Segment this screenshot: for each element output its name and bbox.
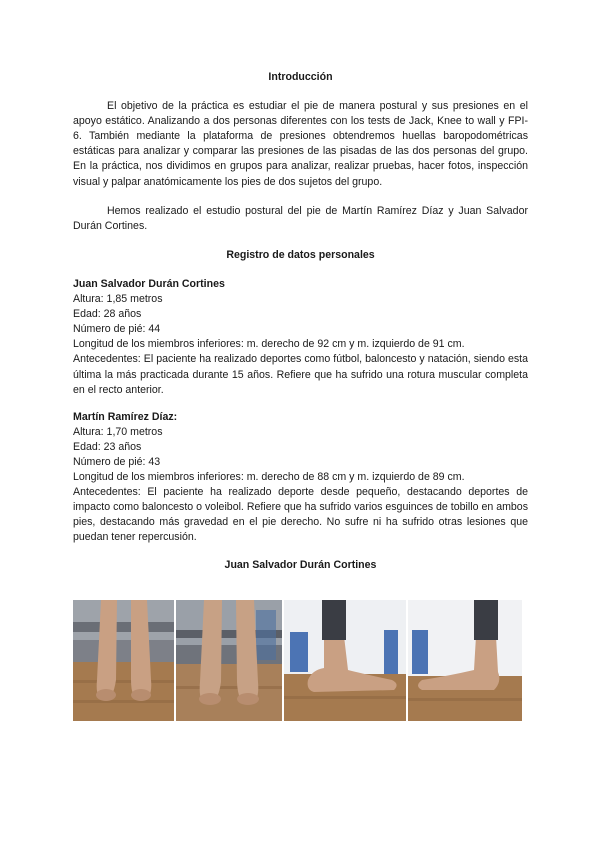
intro-heading: Introducción xyxy=(268,71,333,83)
foot-medial-side-photo xyxy=(284,600,406,721)
intro-paragraph-2: Hemos realizado el estudio postural del pie de Martín Ramírez Díaz y Juan Salvador Durán Cortines. xyxy=(73,204,528,232)
registro-heading: Registro de datos personales xyxy=(226,248,375,261)
feet-rear-view-photo xyxy=(176,600,282,721)
person-shoe-size: Número de pié: 44 xyxy=(73,323,161,336)
feet-rear-view-photo xyxy=(73,600,174,721)
person-leg-length: Longitud de los miembros inferiores: m. derecho de 88 cm y m. izquierdo de 89 cm. xyxy=(73,471,465,484)
person-name: Juan Salvador Durán Cortines xyxy=(73,277,225,290)
person-history: Antecedentes: El paciente ha realizado deporte desde pequeño, destacando deportes de impacto como baloncesto o voleibol. Refiere que ha sufrido varios esguinces de tobillo en ambos pies, destacando más gravedad en el pie derecho. No sufre ni ha sufrido otras lesiones que puedan tener repercusión. xyxy=(73,486,528,544)
foot-lateral-side-photo xyxy=(408,600,522,721)
photos-heading: Juan Salvador Durán Cortines xyxy=(224,558,377,571)
person-name: Martín Ramírez Díaz: xyxy=(73,410,178,423)
person-age: Edad: 23 años xyxy=(73,440,142,453)
person-shoe-size: Número de pié: 43 xyxy=(73,455,161,468)
person-age: Edad: 28 años xyxy=(73,308,142,321)
person-leg-length: Longitud de los miembros inferiores: m. derecho de 92 cm y m. izquierdo de 91 cm. xyxy=(73,338,465,351)
person-history: Antecedentes: El paciente ha realizado deportes como fútbol, baloncesto y natación, siendo esta última la más practicada durante 15 años. Refiere que ha sufrido una rotura muscular completa en el recto anterior. xyxy=(73,353,528,396)
intro-paragraph-1: El objetivo de la práctica es estudiar el pie de manera postural y sus presiones en el apoyo estático. Analizando a dos personas diferentes con los tests de Jack, Knee to wall y FPI-6. También mediante la plataforma de presiones obtendremos huellas baropodométricas estáticas para analizar y comparar las presiones de las pisadas de las dos personas del grupo. En la práctica, nos dividimos en grupos para analizar, realizar pruebas, hacer fotos, inspección visual y palpar anatómicamente los pies de dos sujetos del grupo. xyxy=(73,100,528,188)
person-height: Altura: 1,85 metros xyxy=(73,293,163,306)
document-body xyxy=(73,70,528,573)
person-record-martin xyxy=(73,410,528,546)
person-record-juan xyxy=(73,277,528,398)
person-height: Altura: 1,70 metros xyxy=(73,425,163,438)
